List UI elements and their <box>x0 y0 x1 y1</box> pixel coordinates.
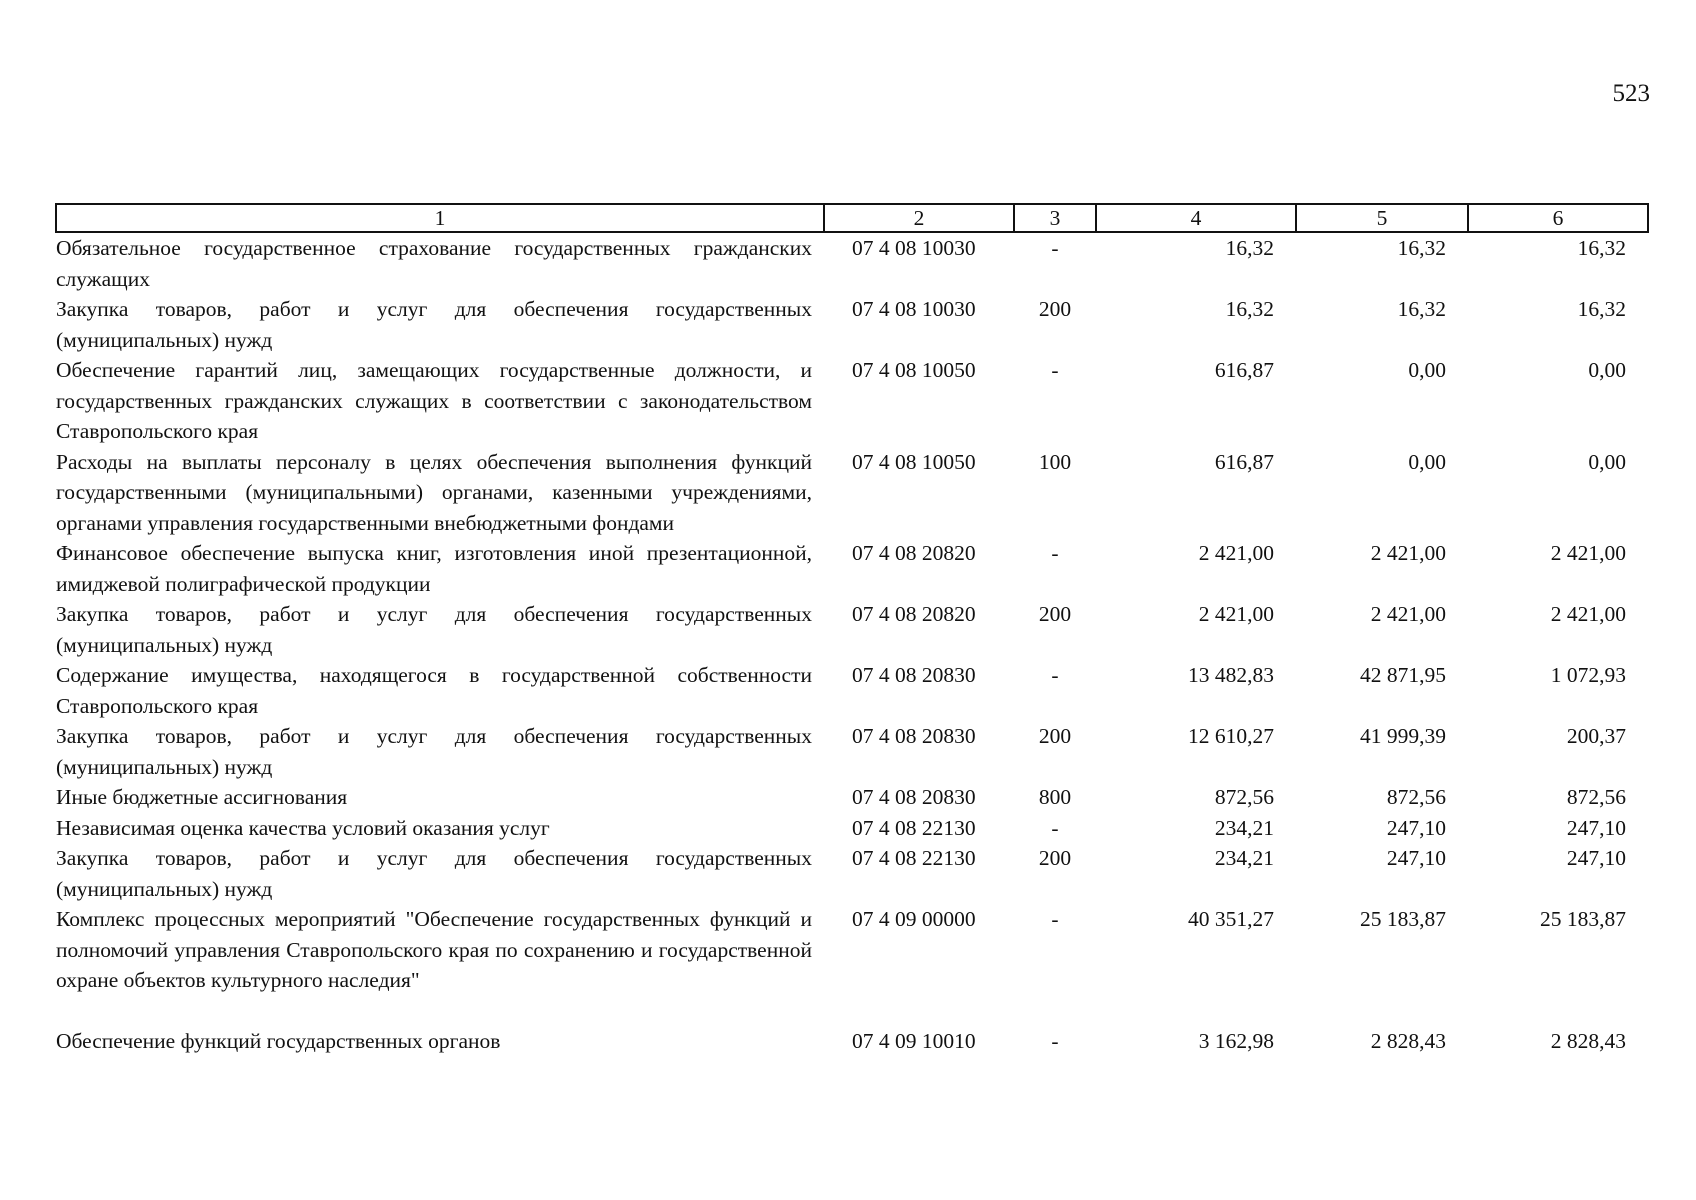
row-type: - <box>1051 236 1059 260</box>
row-type: 200 <box>1038 602 1072 626</box>
row-value-4: 2 421,00 <box>1198 602 1274 626</box>
header-row <box>56 204 1648 232</box>
row-value-5: 16,32 <box>1397 236 1446 260</box>
row-value-4: 3 162,98 <box>1198 1028 1274 1053</box>
row-name: Независимая оценка качества условий оказания услуг <box>56 815 550 840</box>
row-type: - <box>1051 815 1059 840</box>
row-type: 800 <box>1038 785 1072 809</box>
row-code: 07 4 08 20830 <box>852 663 976 687</box>
row-type: - <box>1051 907 1059 931</box>
row-code: 07 4 08 22130 <box>852 846 976 870</box>
row-type: 200 <box>1038 846 1072 870</box>
row-type: 200 <box>1038 297 1072 321</box>
row-value-6: 0,00 <box>1588 449 1626 474</box>
table-row <box>56 660 1648 721</box>
row-value-5: 872,56 <box>1386 785 1446 809</box>
page-number: 523 <box>1612 80 1650 107</box>
row-value-6: 0,00 <box>1588 358 1626 382</box>
row-value-4: 16,32 <box>1225 236 1274 260</box>
row-value-6: 872,56 <box>1566 785 1626 809</box>
row-name: Закупка товаров, работ и услуг для обеспечения государственных (муниципальных) нужд <box>56 724 812 779</box>
row-name: Иные бюджетные ассигнования <box>56 785 348 809</box>
row-name: Обязательное государственное страхование государственных гражданских служащих <box>56 236 812 291</box>
row-type: 200 <box>1038 724 1072 748</box>
row-value-5: 2 421,00 <box>1370 541 1446 565</box>
row-value-4: 2 421,00 <box>1198 541 1274 565</box>
header-col-6: 6 <box>1468 204 1648 232</box>
table-header <box>56 204 1648 232</box>
row-value-5: 247,10 <box>1386 846 1446 870</box>
row-value-6: 2 828,43 <box>1550 1028 1626 1053</box>
row-value-5: 247,10 <box>1386 815 1446 840</box>
row-value-6: 1 072,93 <box>1550 663 1626 687</box>
row-code: 07 4 08 10030 <box>852 236 976 260</box>
row-value-5: 25 183,87 <box>1360 907 1446 931</box>
table-row <box>56 721 1648 782</box>
header-col-3: 3 <box>1014 204 1096 232</box>
row-type: - <box>1051 1028 1059 1053</box>
row-value-5: 16,32 <box>1397 297 1446 321</box>
row-value-5: 41 999,39 <box>1360 724 1446 748</box>
row-code: 07 4 09 10010 <box>852 1028 976 1053</box>
row-name: Закупка товаров, работ и услуг для обеспечения государственных (муниципальных) нужд <box>56 846 812 901</box>
header-col-5: 5 <box>1296 204 1468 232</box>
header-col-4: 4 <box>1096 204 1296 232</box>
row-value-4: 16,32 <box>1225 297 1274 321</box>
table-row <box>56 1026 1648 1057</box>
row-value-5: 0,00 <box>1408 358 1446 382</box>
table-row <box>56 599 1648 660</box>
row-value-6: 247,10 <box>1566 815 1626 840</box>
row-type: - <box>1051 663 1059 687</box>
table-row <box>56 843 1648 904</box>
row-value-6: 200,37 <box>1566 724 1626 748</box>
row-name: Обеспечение функций государственных органов <box>56 1028 501 1053</box>
row-value-4: 40 351,27 <box>1188 907 1274 931</box>
table-row <box>56 904 1648 1026</box>
header-col-2: 2 <box>824 204 1014 232</box>
row-name: Содержание имущества, находящегося в государственной собственности Ставропольского края <box>56 663 812 718</box>
table-body <box>56 232 1648 1056</box>
row-code: 07 4 08 10050 <box>852 358 976 382</box>
row-value-5: 0,00 <box>1408 449 1446 474</box>
row-code: 07 4 08 20830 <box>852 724 976 748</box>
table-row <box>56 813 1648 844</box>
row-value-4: 13 482,83 <box>1188 663 1274 687</box>
table-row <box>56 232 1648 294</box>
table-row <box>56 538 1648 599</box>
row-value-4: 12 610,27 <box>1188 724 1274 748</box>
row-value-4: 234,21 <box>1214 815 1274 840</box>
row-code: 07 4 08 10030 <box>852 297 976 321</box>
row-value-6: 16,32 <box>1577 236 1626 260</box>
row-value-6: 2 421,00 <box>1550 541 1626 565</box>
table-row <box>56 782 1648 813</box>
row-value-4: 872,56 <box>1214 785 1274 809</box>
row-type: - <box>1051 358 1059 382</box>
row-value-6: 16,32 <box>1577 297 1626 321</box>
row-value-6: 247,10 <box>1566 846 1626 870</box>
table-row <box>56 447 1648 539</box>
table-row <box>56 355 1648 447</box>
row-type: 100 <box>1038 449 1072 474</box>
budget-table <box>55 203 1649 1056</box>
row-name: Закупка товаров, работ и услуг для обеспечения государственных (муниципальных) нужд <box>56 602 812 657</box>
row-value-6: 2 421,00 <box>1550 602 1626 626</box>
row-name: Обеспечение гарантий лиц, замещающих государственные должности, и государственных гражданских служащих в соответствии с законодательством Ставропольского края <box>56 358 812 443</box>
row-value-6: 25 183,87 <box>1540 907 1626 931</box>
row-code: 07 4 08 20830 <box>852 785 976 809</box>
row-value-5: 42 871,95 <box>1360 663 1446 687</box>
row-value-5: 2 421,00 <box>1370 602 1446 626</box>
row-type: - <box>1051 541 1059 565</box>
row-value-5: 2 828,43 <box>1370 1028 1446 1053</box>
row-code: 07 4 09 00000 <box>852 907 976 931</box>
row-code: 07 4 08 20820 <box>852 602 976 626</box>
header-col-1: 1 <box>56 204 824 232</box>
row-value-4: 616,87 <box>1214 449 1274 474</box>
row-code: 07 4 08 22130 <box>852 815 976 840</box>
row-value-4: 234,21 <box>1214 846 1274 870</box>
row-code: 07 4 08 10050 <box>852 449 976 474</box>
row-name: Комплекс процессных мероприятий "Обеспечение государственных функций и полномочий управления Ставропольского края по сохранению и государственной охране объектов культурного наследия" <box>56 907 812 992</box>
table-row <box>56 294 1648 355</box>
row-name: Закупка товаров, работ и услуг для обеспечения государственных (муниципальных) нужд <box>56 297 812 352</box>
row-value-4: 616,87 <box>1214 358 1274 382</box>
row-name: Расходы на выплаты персоналу в целях обеспечения выполнения функций государственными (муниципальными) органами, казенными учреждениями, органами управления государственными внебюджетными фондами <box>56 449 812 535</box>
row-name: Финансовое обеспечение выпуска книг, изготовления иной презентационной, имиджевой полиграфической продукции <box>56 541 812 596</box>
row-code: 07 4 08 20820 <box>852 541 976 565</box>
